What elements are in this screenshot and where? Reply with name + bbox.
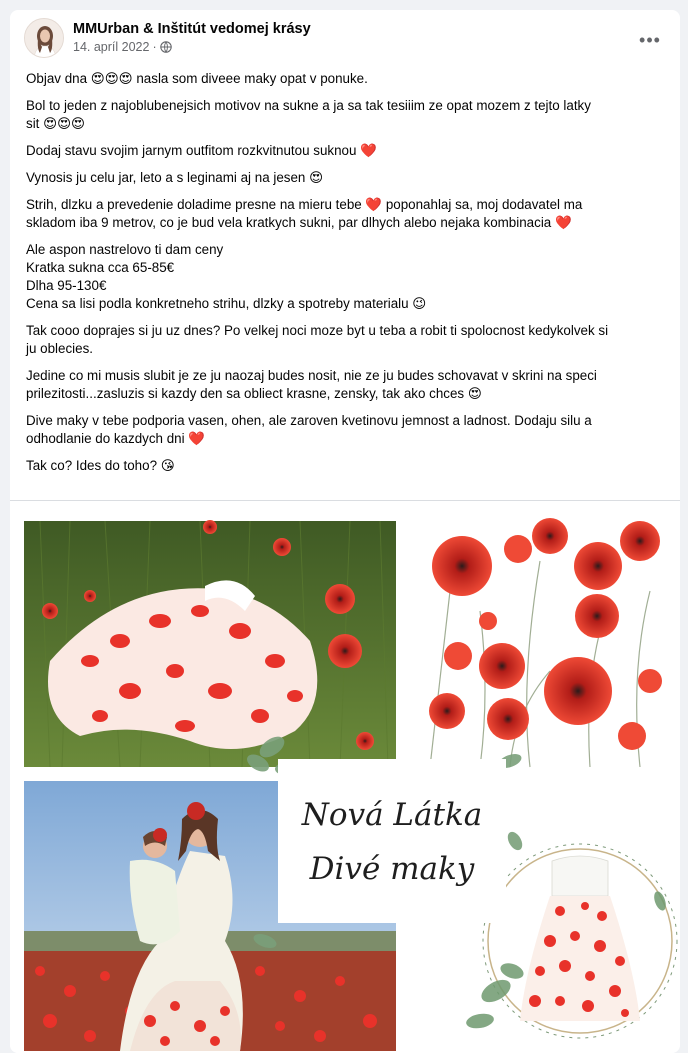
- post-line: Ale aspon nastrelovo ti dam ceny: [26, 242, 224, 257]
- poppy-pattern-swatch: [410, 518, 666, 767]
- post-paragraph: [26, 97, 668, 133]
- post-line: Jedine co mi musis slubit je ze ju naozaj budes nosit, nie ze ju budes schovavat v skrini na speci: [26, 368, 597, 383]
- post-line: Dlha 95-130€: [26, 278, 107, 293]
- photo-skirt-in-field: [24, 520, 396, 767]
- post-paragraph: [26, 322, 668, 358]
- post-image[interactable]: [10, 500, 680, 1053]
- post-line: Strih, dlzku a prevedenie doladime presne na mieru tebe ❤️ poponahlaj sa, moj dodavatel ma: [26, 197, 583, 212]
- post-line: Kratka sukna cca 65-85€: [26, 260, 175, 275]
- more-options-icon[interactable]: •••: [639, 29, 661, 50]
- collage-image: [10, 501, 680, 1053]
- post-paragraph: [26, 457, 668, 475]
- post-paragraph: [26, 367, 668, 403]
- meta-separator: ·: [152, 40, 157, 54]
- author-name[interactable]: MMUrban & Inštitút vedomej krásy: [73, 21, 311, 37]
- post-paragraph: [26, 196, 668, 232]
- post-line: Tak cooo doprajes si ju uz dnes? Po velkej noci moze byt u teba a robit ti spolocnost kedykolvek si: [26, 323, 609, 338]
- post-line: Objav dna 😍😍😍 nasla som diveee maky opat v ponuke.: [26, 71, 368, 86]
- image-title-line2: Divé maky: [309, 851, 475, 887]
- post-text: [26, 70, 668, 484]
- post-meta: [73, 40, 172, 54]
- post-line: odhodlanie do kazdych dni ❤️: [26, 431, 205, 446]
- post-line: Vynosis ju celu jar, leto a s leginami aj na jesen 😍: [26, 170, 324, 185]
- post-paragraph: [26, 412, 668, 448]
- post-paragraph: [26, 70, 668, 88]
- post-line: skladom iba 9 metrov, co je bud vela kratkych sukni, par dlhych alebo nejaka kombinacia ❤️: [26, 215, 572, 230]
- title-card: [244, 732, 525, 950]
- avatar-image: [25, 19, 64, 58]
- post-line: Tak co? Ides do toho? 😘: [26, 458, 175, 473]
- post-paragraph: [26, 169, 668, 187]
- image-title-line1: Nová Látka: [301, 797, 483, 833]
- post-line: Dive maky v tebe podporia vasen, ohen, ale zaroven kvetinovu jemnost a ladnost. Dodaju silu a: [26, 413, 592, 428]
- post-card: [10, 10, 680, 1053]
- post-line: Cena sa lisi podla konkretneho strihu, dlzky a spotreby materialu 😉: [26, 296, 427, 311]
- post-line: Dodaj stavu svojim jarnym outfitom rozkvitnutou suknou ❤️: [26, 143, 377, 158]
- post-paragraph: [26, 241, 668, 313]
- post-date[interactable]: 14. apríl 2022: [73, 40, 150, 54]
- globe-icon: [160, 41, 172, 53]
- post-line: Bol to jeden z najoblubenejsich motivov na sukne a ja sa tak tesiiim ze opat mozem z tejto latky: [26, 98, 591, 113]
- post-header: [10, 10, 680, 68]
- post-line: sit 😍😍😍: [26, 116, 85, 131]
- post-paragraph: [26, 142, 668, 160]
- avatar[interactable]: [24, 18, 64, 58]
- post-line: prilezitosti...zasluzis si kazdy den sa obliect krasne, zensky, tak ako chces 😍: [26, 386, 482, 401]
- post-line: ju oblecies.: [26, 341, 93, 356]
